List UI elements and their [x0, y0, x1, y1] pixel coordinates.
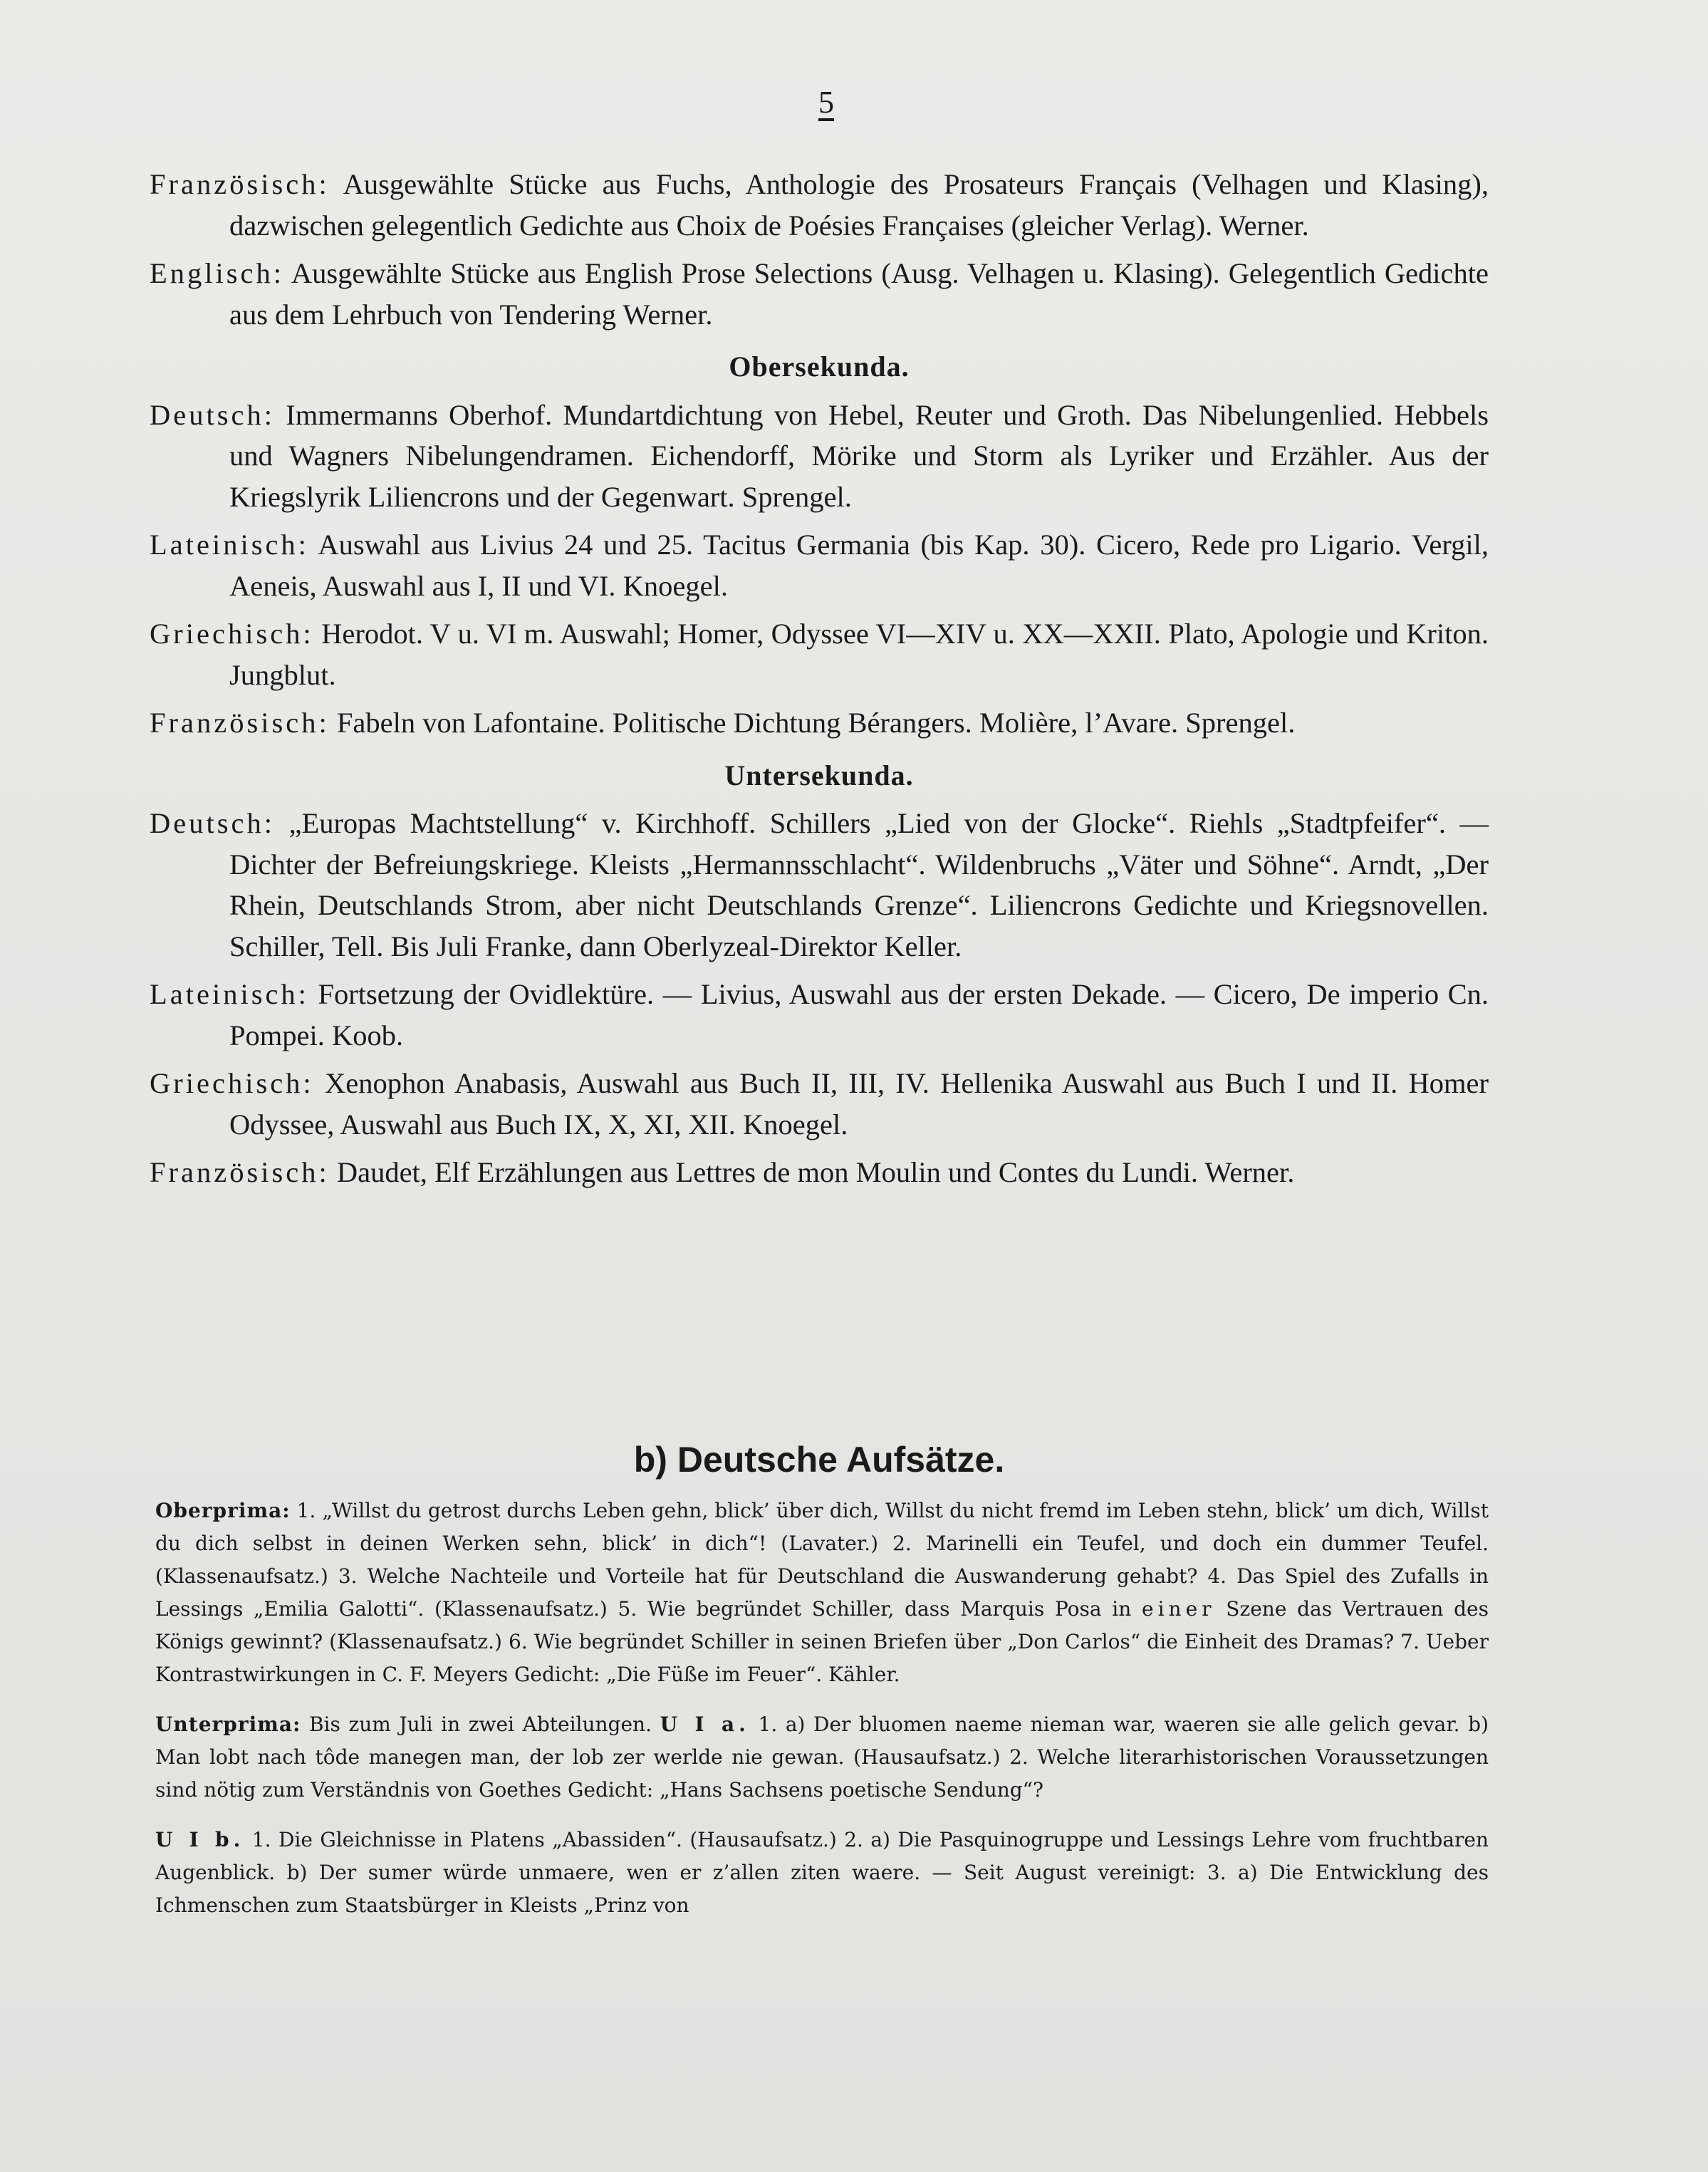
entry-text: Fortsetzung der Ovidlektüre. — Livius, Auswahl aus der ersten Dekade. — Cicero, De imperio Cn. Pompei. Koob. [229, 978, 1489, 1051]
entry-griechisch-untersekunda [150, 1063, 1489, 1145]
unterprima-sublabel-a: U I a. [660, 1713, 750, 1736]
subject-label: Griechisch: [150, 618, 314, 650]
entry-franzoesisch-untersekunda [150, 1152, 1489, 1193]
entry-text: Fabeln von Lafontaine. Politische Dichtung Bérangers. Molière, l’Avare. Sprengel. [336, 707, 1296, 739]
unterprima-b-paragraph [155, 1824, 1489, 1922]
unterprima-sublabel-b: U I b. [155, 1828, 245, 1851]
entry-text: Ausgewählte Stücke aus Fuchs, Anthologie des Prosateurs Français (Velhagen und Klasing), dazwischen gelegentlich Gedichte aus Choix de Poésies Françaises (gleicher Verlag). Werner. [229, 168, 1489, 241]
entry-text: Immermanns Oberhof. Mundartdichtung von Hebel, Reuter und Groth. Das Nibelungenlied. Hebbels und Wagners Nibelungendramen. Eichendorff, Mörike und Storm als Lyriker und Erzähler. Aus der Kriegslyrik Liliencrons und der Gegenwart. Sprengel. [229, 398, 1489, 513]
oberprima-paragraph [155, 1495, 1489, 1691]
entry-text: Ausgewählte Stücke aus English Prose Selections (Ausg. Velhagen u. Klasing). Gelegentlich Gedichte aus dem Lehrbuch von Tendering Werner. [229, 257, 1489, 331]
subject-label: Französisch: [150, 168, 330, 200]
entry-text: Herodot. V u. VI m. Auswahl; Homer, Odyssee VI—XIV u. XX—XXII. Plato, Apologie und Kriton. Jungblut. [229, 618, 1489, 691]
entry-deutsch-untersekunda [150, 803, 1489, 967]
entry-deutsch-obersekunda [150, 395, 1489, 518]
entry-lateinisch-obersekunda [150, 524, 1489, 606]
subject-label: Französisch: [150, 1156, 330, 1188]
unterprima-text-a: Bis zum Juli in zwei Abteilungen. [301, 1713, 660, 1736]
entry-text: Auswahl aus Livius 24 und 25. Tacitus Germania (bis Kap. 30). Cicero, Rede pro Ligario. Vergil, Aeneis, Auswahl aus I, II und VI. Knoegel. [229, 529, 1489, 602]
entry-franzoesisch-obersekunda [150, 702, 1489, 744]
entry-griechisch-obersekunda [150, 613, 1489, 695]
subject-label: Französisch: [150, 707, 330, 739]
oberprima-label: Oberprima: [155, 1499, 291, 1522]
curriculum-upper [150, 164, 1489, 1200]
entry-englisch [150, 253, 1489, 335]
oberprima-emphasis: einer [1142, 1597, 1216, 1621]
entry-text: Daudet, Elf Erzählungen aus Lettres de mon Moulin und Contes du Lundi. Werner. [336, 1156, 1295, 1188]
subject-label: Englisch: [150, 257, 284, 289]
oberprima-text-b: Szene das Vertrauen des Königs gewinnt? (Klassenaufsatz.) 6. Wie begründet Schiller in seinen Briefen über „Don Carlos“ die Einheit des Dramas? 7. Ueber Kontrastwirkungen in C. F. Meyers Gedicht: „Die Füße im Feuer“. Kähler. [155, 1597, 1489, 1686]
subject-label: Lateinisch: [150, 529, 309, 561]
entry-lateinisch-untersekunda [150, 974, 1489, 1056]
entry-text: Xenophon Anabasis, Auswahl aus Buch II, III, IV. Hellenika Auswahl aus Buch I und II. Homer Odyssee, Auswahl aus Buch IX, X, XI, XII. Knoegel. [229, 1067, 1489, 1140]
subject-label: Lateinisch: [150, 978, 309, 1010]
heading-untersekunda: Untersekunda. [724, 759, 914, 791]
entry-text: „Europas Machtstellung“ v. Kirchhoff. Schillers „Lied von der Glocke“. Riehls „Stadtpfeifer“. — Dichter der Befreiungskriege. Kleists „Hermannsschlacht“. Wildenbruchs „Väter und Söhne“. Arndt, „Der Rhein, Deutschlands Strom, aber nicht Deutschlands Grenze“. Liliencrons Gedichte und Kriegsnovellen. Schiller, Tell. Bis Juli Franke, dann Oberlyzeal-Direktor Keller. [229, 807, 1489, 962]
unterprima-text-c: 1. Die Gleichnisse in Platens „Abassiden“. (Hausaufsatz.) 2. a) Die Pasquinogruppe und Lessings Lehre vom fruchtbaren Augenblick. b) Der sumer würde unmaere, wen er z’allen ziten waere. — Seit August vereinigt: 3. a) Die Entwicklung des Ichmenschen zum Staatsbürger in Kleists „Prinz von [155, 1828, 1489, 1917]
subject-label: Griechisch: [150, 1067, 314, 1099]
essay-topics [155, 1495, 1489, 1939]
subject-label: Deutsch: [150, 398, 275, 431]
unterprima-label: Unterprima: [155, 1713, 301, 1736]
page-number: 5 [818, 85, 834, 120]
entry-franzoesisch-1 [150, 164, 1489, 246]
section-title: b) Deutsche Aufsätze. [633, 1440, 1005, 1480]
unterprima-paragraph [155, 1708, 1489, 1807]
oberprima-text-a: 1. „Willst du getrost durchs Leben gehn, blick’ über dich, Willst du nicht fremd im Leben stehn, blick’ um dich, Willst du dich selbst in deinen Werken sehn, blick’ in dich“! (Lavater.) 2. Marinelli ein Teufel, und doch ein dummer Teufel. (Klassenaufsatz.) 3. Welche Nachteile und Vorteile hat für Deutschland die Auswanderung gehabt? 4. Das Spiel des Zufalls in Lessings „Emilia Galotti“. (Klassenaufsatz.) 5. Wie begründet Schiller, dass Marquis Posa in [155, 1499, 1489, 1621]
subject-label: Deutsch: [150, 807, 275, 839]
heading-obersekunda: Obersekunda. [729, 350, 910, 383]
unterprima-text-b: 1. a) Der bluomen naeme nieman war, waeren sie alle gelich gevar. b) Man lobt nach tôde manegen man, der lob zer werlde nie gewan. (Hausaufsatz.) 2. Welche literarhistorischen Voraussetzungen sind nötig zum Verständnis von Goethes Gedicht: „Hans Sachsens poetische Sendung“? [155, 1713, 1489, 1802]
